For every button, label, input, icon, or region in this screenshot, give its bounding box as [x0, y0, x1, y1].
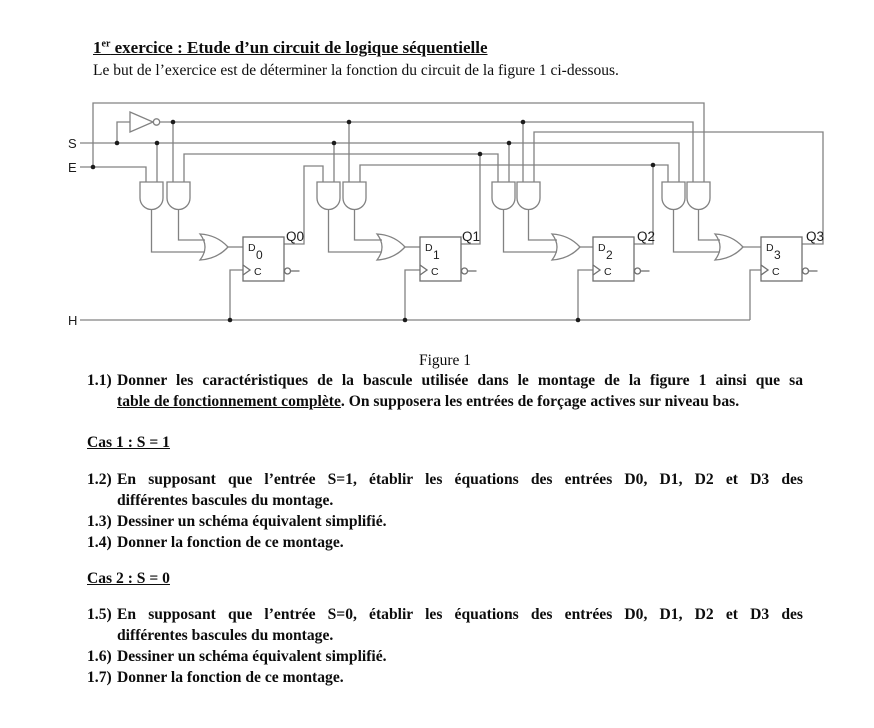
complement-bubble-2: [635, 268, 641, 274]
q3-label: Q3: [806, 229, 825, 244]
ff1-d-subscript: 1: [433, 248, 440, 262]
question-1-1: [87, 371, 803, 391]
ff0-d-label: D: [248, 242, 256, 254]
inverter-gate: [130, 112, 153, 132]
q1-label: Q1: [462, 229, 481, 244]
circuit-figure: [0, 0, 874, 350]
wire-and1-left-out: [329, 210, 383, 252]
wire-and2-left-out: [504, 210, 558, 252]
question-number: 1.1): [87, 372, 112, 389]
question-1-1-continued: [87, 392, 803, 412]
wire-q2-feedback: [360, 165, 668, 182]
question-1-5-continued: [87, 626, 803, 646]
or-gate-0: [200, 234, 228, 260]
ff0-c-label: C: [254, 266, 262, 278]
ff3-d-label: D: [766, 242, 774, 254]
wire-and3-left-out: [674, 210, 721, 252]
question-number: 1.7): [87, 669, 112, 686]
question-text: En supposant que l’entrée S=1, établir les équations des entrées D0, D1, D2 et D3 des: [117, 471, 803, 488]
or-gate-1: [377, 234, 405, 260]
question-text: En supposant que l’entrée S=0, établir les équations des entrées D0, D1, D2 et D3 des: [117, 606, 803, 623]
question-text: Donner la fonction de ce montage.: [117, 669, 344, 686]
question-text-rest: . On supposera les entrées de forçage actives sur niveau bas.: [340, 393, 740, 410]
question-number: 1.6): [87, 648, 112, 665]
figure-caption: Figure 1: [418, 352, 472, 369]
underlined-phrase: table de fonctionnement complète: [117, 393, 341, 410]
exercise-subtitle: Le but de l’exercice est de déterminer la fonction du circuit de la figure 1 ci-dessous.: [93, 62, 619, 79]
question-text: Donner la fonction de ce montage.: [117, 534, 344, 551]
clock-triangle-1: [420, 265, 427, 275]
question-text: Dessiner un schéma équivalent simplifié.: [117, 513, 387, 530]
and-gate-1-right: [343, 182, 366, 210]
and-gate-1-left: [317, 182, 340, 210]
clock-triangle-0: [243, 265, 250, 275]
complement-bubble-3: [803, 268, 809, 274]
complement-bubble-0: [285, 268, 291, 274]
case-1-heading: Cas 1 : S = 1: [87, 434, 170, 451]
question-1-3: [87, 512, 803, 532]
question-1-6: [87, 647, 803, 667]
wire-inverter-input: [117, 122, 130, 143]
ff3-d-subscript: 3: [774, 248, 781, 262]
or-gate-2: [552, 234, 580, 260]
wire-clock-riser-3: [750, 270, 761, 320]
wire-clock-riser-2: [578, 270, 593, 320]
and-gate-3-right: [687, 182, 710, 210]
and-gate-2-left: [492, 182, 515, 210]
question-text: différentes bascules du montage.: [117, 492, 334, 509]
question-text: différentes bascules du montage.: [117, 627, 334, 644]
wire-q1-feedback: [184, 154, 498, 182]
question-1-5: [87, 605, 803, 625]
and-gate-0-right: [167, 182, 190, 210]
title-number: 1: [93, 38, 102, 57]
question-1-7: [87, 668, 803, 688]
clock-triangle-3: [761, 265, 768, 275]
ff1-d-label: D: [425, 242, 433, 254]
or-gate-3: [715, 234, 743, 260]
wire-s-bus: [80, 143, 679, 182]
title-superscript: er: [101, 38, 111, 50]
question-number: 1.4): [87, 534, 112, 551]
input-label-h: H: [68, 313, 78, 328]
ff2-c-label: C: [604, 266, 612, 278]
ff2-d-label: D: [598, 242, 606, 254]
case-2-heading: Cas 2 : S = 0: [87, 570, 170, 587]
question-1-2-continued: [87, 491, 803, 511]
and-gate-3-left: [662, 182, 685, 210]
ff0-d-subscript: 0: [256, 248, 263, 262]
input-label-e: E: [68, 160, 77, 175]
and-gate-0-left: [140, 182, 163, 210]
and-gate-2-right: [517, 182, 540, 210]
question-text: [117, 392, 803, 412]
question-1-4: [87, 533, 803, 553]
title-text: exercice : Etude d’un circuit de logique séquentielle: [110, 38, 488, 57]
question-number: 1.5): [87, 606, 112, 623]
wire-clock-riser-0: [230, 270, 243, 320]
ff3-c-label: C: [772, 266, 780, 278]
clock-triangle-2: [593, 265, 600, 275]
question-text: Donner les caractéristiques de la bascule utilisée dans le montage de la figure 1 ainsi que sa: [117, 372, 803, 389]
question-1-2: [87, 470, 803, 490]
question-text: Dessiner un schéma équivalent simplifié.: [117, 648, 387, 665]
complement-bubble-1: [462, 268, 468, 274]
wire-clock-riser-1: [405, 270, 420, 320]
q2-label: Q2: [637, 229, 656, 244]
ff2-d-subscript: 2: [606, 248, 613, 262]
q0-label: Q0: [286, 229, 305, 244]
wire-nots-bus: [160, 122, 693, 182]
wire-e-input: [80, 167, 146, 182]
junction-dots: [91, 120, 656, 323]
ff1-c-label: C: [431, 266, 439, 278]
question-number: 1.2): [87, 471, 112, 488]
question-number: 1.3): [87, 513, 112, 530]
input-label-s: S: [68, 136, 77, 151]
